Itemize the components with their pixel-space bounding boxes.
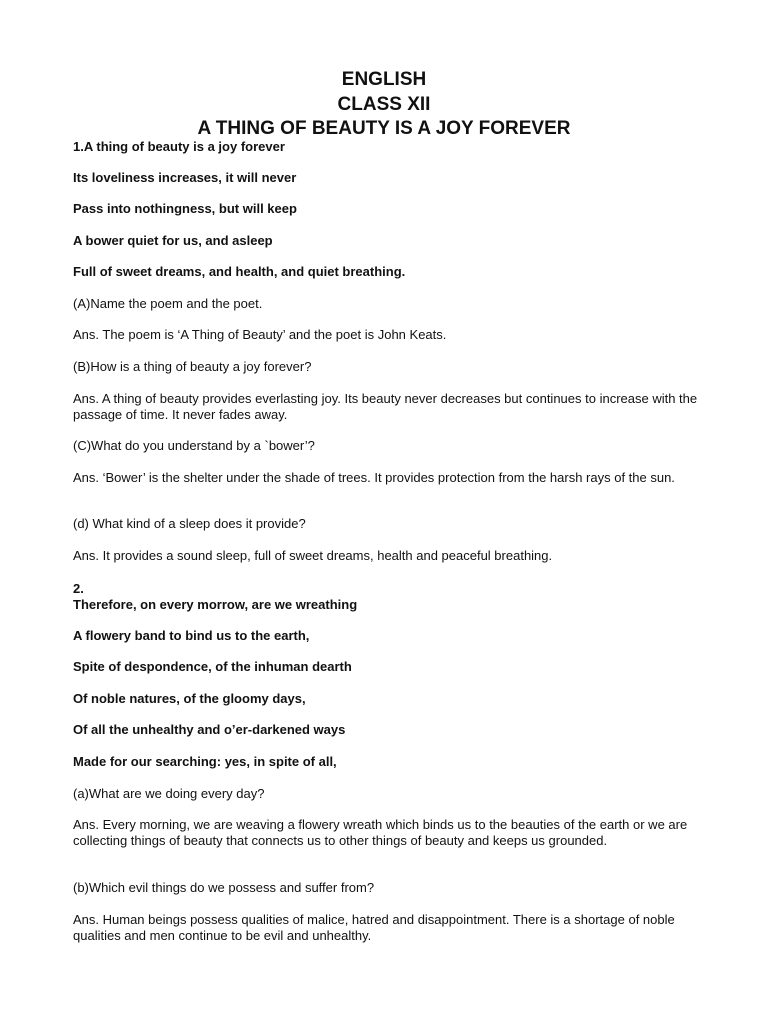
answer: Ans. It provides a sound sleep, full of sweet dreams, health and peaceful breathing.: [73, 548, 553, 563]
verse-line: A bower quiet for us, and asleep: [73, 233, 273, 248]
verse-line: Made for our searching: yes, in spite of all,: [73, 754, 337, 769]
answer: Ans. The poem is ‘A Thing of Beauty’ and the poet is John Keats.: [73, 327, 447, 342]
verse-line: Its loveliness increases, it will never: [73, 170, 297, 185]
answer: Ans. ‘Bower’ is the shelter under the shade of trees. It provides protection from the harsh rays of the sun.: [73, 470, 675, 485]
question: (C)What do you understand by a `bower’?: [73, 438, 315, 453]
question: (d) What kind of a sleep does it provide?: [73, 516, 306, 531]
class-heading: CLASS XII: [337, 94, 431, 115]
answer: Ans. Human beings possess qualities of malice, hatred and disappointment. There is a shortage of noble qualities and men continue to be evil and unhealthy.: [73, 912, 675, 943]
section-number: 2.: [73, 581, 84, 596]
verse-line: Spite of despondence, of the inhuman dearth: [73, 659, 352, 674]
question: (B)How is a thing of beauty a joy forever?: [73, 359, 312, 374]
verse-line: Therefore, on every morrow, are we wreathing: [73, 597, 358, 612]
verse-line: Pass into nothingness, but will keep: [73, 201, 297, 216]
answer: Ans. A thing of beauty provides everlasting joy. Its beauty never decreases but continues to increase with the passage of time. It never fades away.: [73, 391, 698, 422]
poem-title: A THING OF BEAUTY IS A JOY FOREVER: [197, 118, 571, 139]
verse-line: Of noble natures, of the gloomy days,: [73, 691, 306, 706]
answer: Ans. Every morning, we are weaving a flowery wreath which binds us to the beauties of the earth or we are collecting things of beauty that connects us to other things of beauty and keeps us grounded.: [73, 817, 688, 848]
subject-heading: ENGLISH: [341, 69, 427, 90]
verse-line: Of all the unhealthy and o’er-darkened ways: [73, 722, 346, 737]
question: (b)Which evil things do we possess and suffer from?: [73, 880, 375, 895]
verse-line: Full of sweet dreams, and health, and quiet breathing.: [73, 264, 406, 279]
verse-line: 1.A thing of beauty is a joy forever: [73, 139, 285, 154]
verse-line: A flowery band to bind us to the earth,: [73, 628, 310, 643]
question: (A)Name the poem and the poet.: [73, 296, 263, 311]
question: (a)What are we doing every day?: [73, 786, 265, 801]
